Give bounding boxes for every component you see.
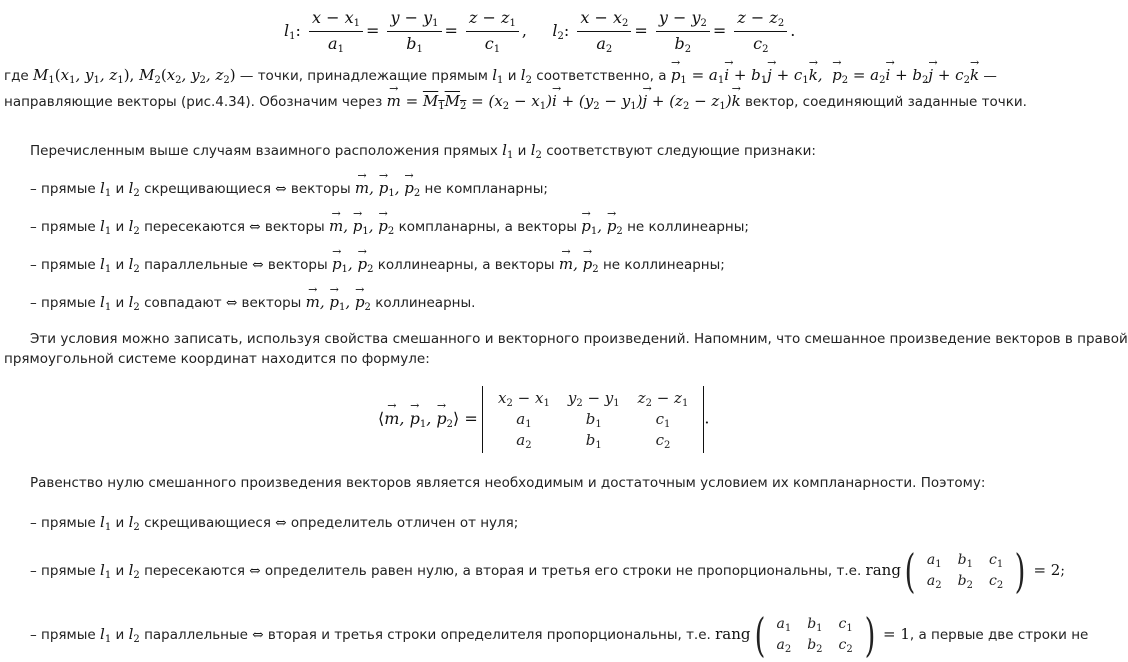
case-intersect: – прямые $l_1$ и $l_2$ пересекаются ⇔ векторы → m, → $p_1$, → $p_2$ компланарны, а векторы → $p_1$, → $p_2$ не коллинеарны;: [30, 217, 749, 237]
det-case-intersect: – прямые $l_1$ и $l_2$ пересекаются ⇔ определитель равен нулю, а вторая и третья его строки не пропорциональны, т.е. rang ( $a_1$ $b_1$ $c_1$ $a_2$ $b_2$ $c_2$ ) = 2;: [30, 544, 1065, 598]
case-parallel: – прямые $l_1$ и $l_2$ параллельные ⇔ векторы → $p_1$, → $p_2$ коллинеарны, а векторы → m, → $p_2$ не коллинеарны;: [30, 255, 725, 275]
det-case-parallel: – прямые $l_1$ и $l_2$ параллельные ⇔ вторая и третья строки определителя пропорциональны, т.е. rang ( $a_1$ $b_1$ $c_1$ $a_2$ $b_2$ $c_2$ ) = 1, а первые две строки не: [30, 608, 1089, 662]
para-cases: Перечисленным выше случаям взаимного расположения прямых $l_1$ и $l_2$ соответствуют следующие признаки:: [30, 141, 816, 161]
line-equations: $l_1$: $\frac{x - x_1}{a_1}$ = $\frac{y - y_1}{b_1}$ = $\frac{z - z_1}{c_1}$ , $l_2$: $\frac{x - x_2}{a_2}$ = $\frac{y - y_2}{b_2}$ = $\frac{z - z_2}{c_2}$ .: [284, 8, 796, 55]
eq-l1-label: l: [284, 21, 290, 40]
rank-matrix-2: ( $a_1$ $b_1$ $c_1$ $a_2$ $b_2$ $c_2$ ): [754, 608, 876, 662]
case-coincide: – прямые $l_1$ и $l_2$ совпадают ⇔ векторы → m, → $p_1$, → $p_2$ коллинеарны.: [30, 293, 475, 313]
determinant: $x_2 - x_1$ $y_2 - y_1$ $z_2 - z_1$ $a_1$ $b_1$ $c_1$ $a_2$ $b_1$ $c_2$: [482, 386, 704, 453]
para-conditions-2: прямоугольной системе координат находится по формуле:: [4, 351, 430, 367]
eq-l2-label: l: [552, 21, 558, 40]
case-skew: – прямые $l_1$ и $l_2$ скрещивающиеся ⇔ векторы → m, → $p_1$, → $p_2$ не компланарны;: [30, 179, 548, 199]
mixed-product-formula: ⟨→ m, → $p_1$, → $p_2⟩$ = $x_2 - x_1$ $y_2 - y_1$ $z_2 - z_1$ $a_1$ $b_1$ $c_1$ $a_2$ $b_1$ $c_2$ .: [378, 386, 709, 453]
intro-line-1: где $M_1(x_1$, $y_1$, $z_1$), $M_2(x_2$, $y_2$, $z_2$) — точки, принадлежащие прямым $l_1$ и $l_2$ соответственно, $а \to p_1 = a_1\to i + b_1\to j + c_1\to k$, → $p_2 = a_2\to i + b_2\to j + c_2\to k$ —: [4, 66, 997, 86]
det-case-skew: – прямые $l_1$ и $l_2$ скрещивающиеся ⇔ определитель отличен от нуля;: [30, 513, 519, 533]
para-conditions: Эти условия можно записать, используя свойства смешанного и векторного произведений. Напомним, что смешанное произведение векторов в правой: [30, 331, 1128, 347]
para-zero: Равенство нулю смешанного произведения векторов является необходимым и достаточным условием их компланарности. Поэтому:: [30, 475, 986, 491]
intro-line-2: направляющие векторы (рис.4.34). Обозначим через → $m = M_1M_2 = (x_2 - x_1)\to i + (y_2 - y_1)\to j + (z_2 - z_1)\to k$ вектор, соединяющий заданные точки.: [4, 92, 1027, 112]
rank-matrix: ( $a_1$ $b_1$ $c_1$ $a_2$ $b_2$ $c_2$ ): [904, 544, 1026, 598]
